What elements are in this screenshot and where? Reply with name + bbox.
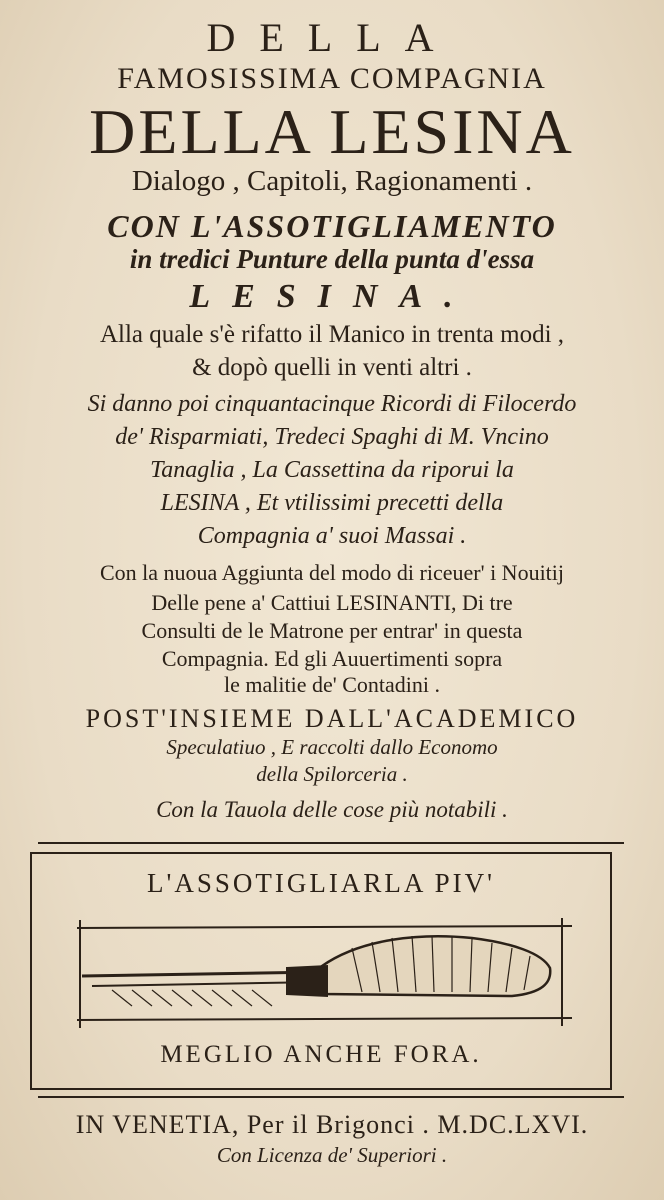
venti-altri-line: & dopò quelli in venti altri . <box>192 354 472 381</box>
awl-icon <box>72 908 572 1028</box>
main-title: DELLA LESINA <box>89 96 575 167</box>
aggiunta-line-3: Consulti de le Matrone per entrar' in questa <box>141 618 523 643</box>
title-della: DELLA <box>206 15 458 60</box>
academico-heading: POST'INSIEME DALL'ACADEMICO <box>85 704 579 733</box>
academico-line-3: della Spilorceria . <box>256 762 408 786</box>
imprint-line: IN VENETIA, Per il Brigonci . M.DC.LXVI. <box>75 1110 589 1139</box>
title-famosissima-compagnia: FAMOSISSIMA COMPAGNIA <box>117 62 547 95</box>
ricordi-line-3: Tanaglia , La Cassettina da riporui la <box>150 457 514 483</box>
motto-bottom: MEGLIO ANCHE FORA. <box>160 1041 482 1068</box>
ricordi-line-5: Compagnia a' suoi Massai . <box>197 523 467 549</box>
divider-top <box>38 842 624 844</box>
aggiunta-line-1: Con la nuoua Aggiunta del modo di riceuer' i Nouitij <box>99 560 565 585</box>
punture-line: in tredici Punture della punta d'essa <box>129 244 535 274</box>
woodcut-device <box>30 852 612 1090</box>
motto-top: L'ASSOTIGLIARLA PIV' <box>147 868 495 898</box>
aggiunta-line-5: le malitie de' Contadini . <box>224 672 440 697</box>
subtitle: Dialogo , Capitoli, Ragionamenti . <box>131 165 533 197</box>
aggiunta-line-4: Compagnia. Ed gli Auuertimenti sopra <box>161 646 503 671</box>
aggiunta-line-2: Delle pene a' Cattiui LESINANTI, Di tre <box>151 590 513 615</box>
divider-bottom <box>38 1096 624 1098</box>
assotigliamento-heading: CON L'ASSOTIGLIAMENTO <box>107 208 557 244</box>
ricordi-line-1: Si danno poi cinquantacinque Ricordi di Filocerdo <box>87 391 577 417</box>
ricordi-line-4: LESINA , Et vtilissimi precetti della <box>160 490 504 516</box>
tauola-line: Con la Tauola delle cose più notabili . <box>156 797 508 822</box>
manico-line: Alla quale s'è rifatto il Manico in trenta modi , <box>99 321 565 348</box>
ricordi-line-2: de' Risparmiati, Tredeci Spaghi di M. Vncino <box>115 424 549 450</box>
academico-line-2: Speculatiuo , E raccolti dallo Economo <box>166 735 498 759</box>
lesina-heading: LESINA. <box>189 278 475 315</box>
license-line: Con Licenza de' Superiori . <box>216 1143 448 1167</box>
